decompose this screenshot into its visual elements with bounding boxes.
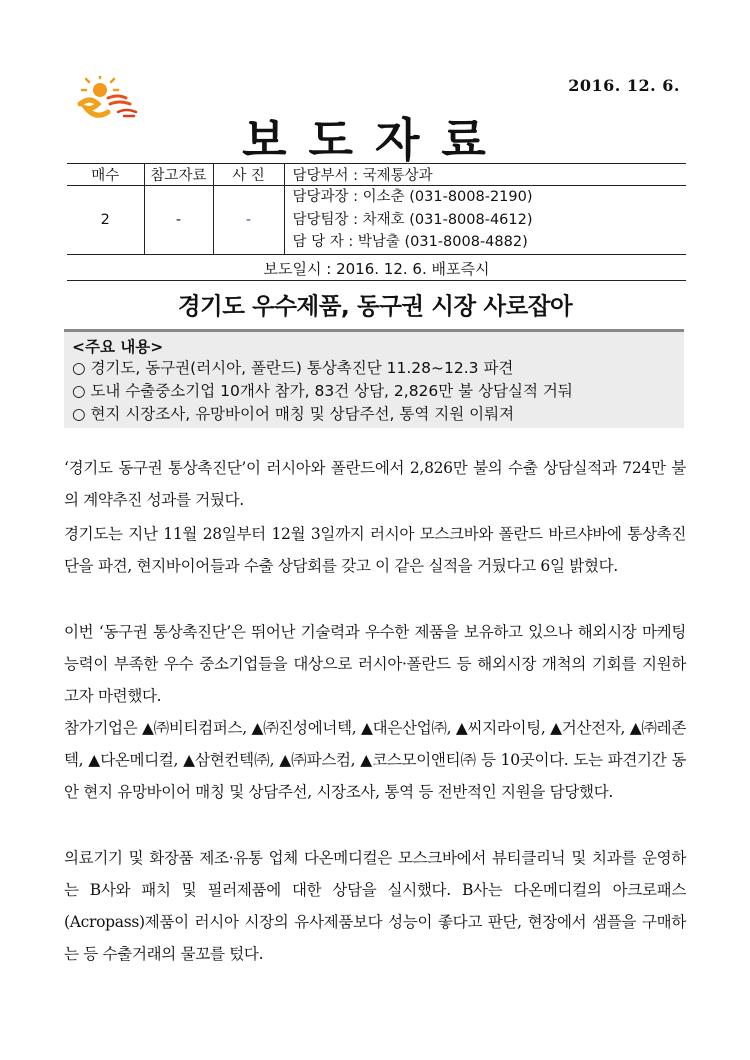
document-title: 보도자료 bbox=[242, 113, 508, 167]
contact-info-table bbox=[67, 163, 686, 255]
body-paragraph: 이번 ‘동구권 통상촉진단’은 뛰어난 기술력과 우수한 제품을 보유하고 있으나 해외시장 마케팅 능력이 부족한 우수 중소기업들을 대상으로 러시아·폴란드 등 해외시장 개척의 기회를 지원하고자 마련했다. bbox=[64, 623, 686, 705]
department: 담당부서 : 국제통상과 bbox=[284, 164, 686, 186]
contact-director: 담당과장 : 이소춘 (031-8008-2190) bbox=[292, 189, 533, 206]
pages-label: 매수 bbox=[67, 164, 144, 186]
sun-icon bbox=[82, 76, 118, 97]
summary-point: ○ 경기도, 동구권(러시아, 폴란드) 통상촉진단 11.28~12.3 파견 bbox=[72, 359, 514, 377]
summary-point: ○ 도내 수출중소기업 10개사 참가, 83건 상담, 2,826만 불 상담실적 거둬 bbox=[72, 382, 573, 400]
body-paragraph: 참가기업은 ▲㈜비티컴퍼스, ▲㈜진성에너텍, ▲대은산업㈜, ▲씨지라이팅, ▲거산전자, ▲㈜레존텍, ▲다온메디컬, ▲삼현컨텍㈜, ▲㈜파스컴, ▲코스모이앤티㈜ 등 10곳이다. 도는 파견기간 동안 현지 유망바이어 매칭 및 상담주선, 시장조사, 통역 등 전반적인 지원을 담당했다. bbox=[64, 719, 686, 801]
pages-value: 2 bbox=[67, 186, 144, 255]
contact-list bbox=[284, 186, 686, 255]
photos-value: - bbox=[213, 186, 284, 255]
headline: 경기도 우수제품, 동구권 시장 사로잡아 bbox=[177, 292, 573, 320]
release-schedule: 보도일시 : 2016. 12. 6. 배포즉시 bbox=[263, 260, 490, 278]
contact-officer: 담 당 자 : 박남출 (031-8008-4882) bbox=[292, 234, 528, 251]
attachments-value: - bbox=[144, 186, 213, 255]
photos-label: 사 진 bbox=[213, 164, 284, 186]
body-paragraph: ‘경기도 동구권 통상촉진단’이 러시아와 폴란드에서 2,826만 불의 수출 상담실적과 724만 불의 계약추진 성과를 거뒀다. bbox=[64, 459, 686, 509]
body-paragraph: 경기도는 지난 11월 28일부터 12월 3일까지 러시아 모스크바와 폴란드 바르샤바에 통상촉진단을 파견, 현지바이어들과 수출 상담회를 갖고 이 같은 실적을 거뒀다고 6일 밝혔다. bbox=[64, 525, 686, 575]
summary-heading: <주요 내용> bbox=[72, 338, 164, 356]
summary-box bbox=[64, 329, 684, 428]
summary-point: ○ 현지 시장조사, 유망바이어 매칭 및 상담주선, 통역 지원 이뤄져 bbox=[72, 405, 515, 423]
divider bbox=[67, 280, 686, 281]
attachments-label: 참고자료 bbox=[144, 164, 213, 186]
release-date: 2016. 12. 6. bbox=[568, 76, 680, 95]
contact-team-lead: 담당팀장 : 차재호 (031-8008-4612) bbox=[292, 211, 533, 228]
body-paragraph: 의료기기 및 화장품 제조·유통 업체 다온메디컬은 모스크바에서 뷰티클리닉 및 치과를 운영하는 B사와 패치 및 필러제품에 대한 상담을 실시했다. B사는 다온메디컬의 아크로패스(Acropass)제품이 러시아 시장의 유사제품보다 성능이 좋다고 판단, 현장에서 샘플을 구매하는 등 수출거래의 물꼬를 텄다. bbox=[64, 849, 686, 963]
